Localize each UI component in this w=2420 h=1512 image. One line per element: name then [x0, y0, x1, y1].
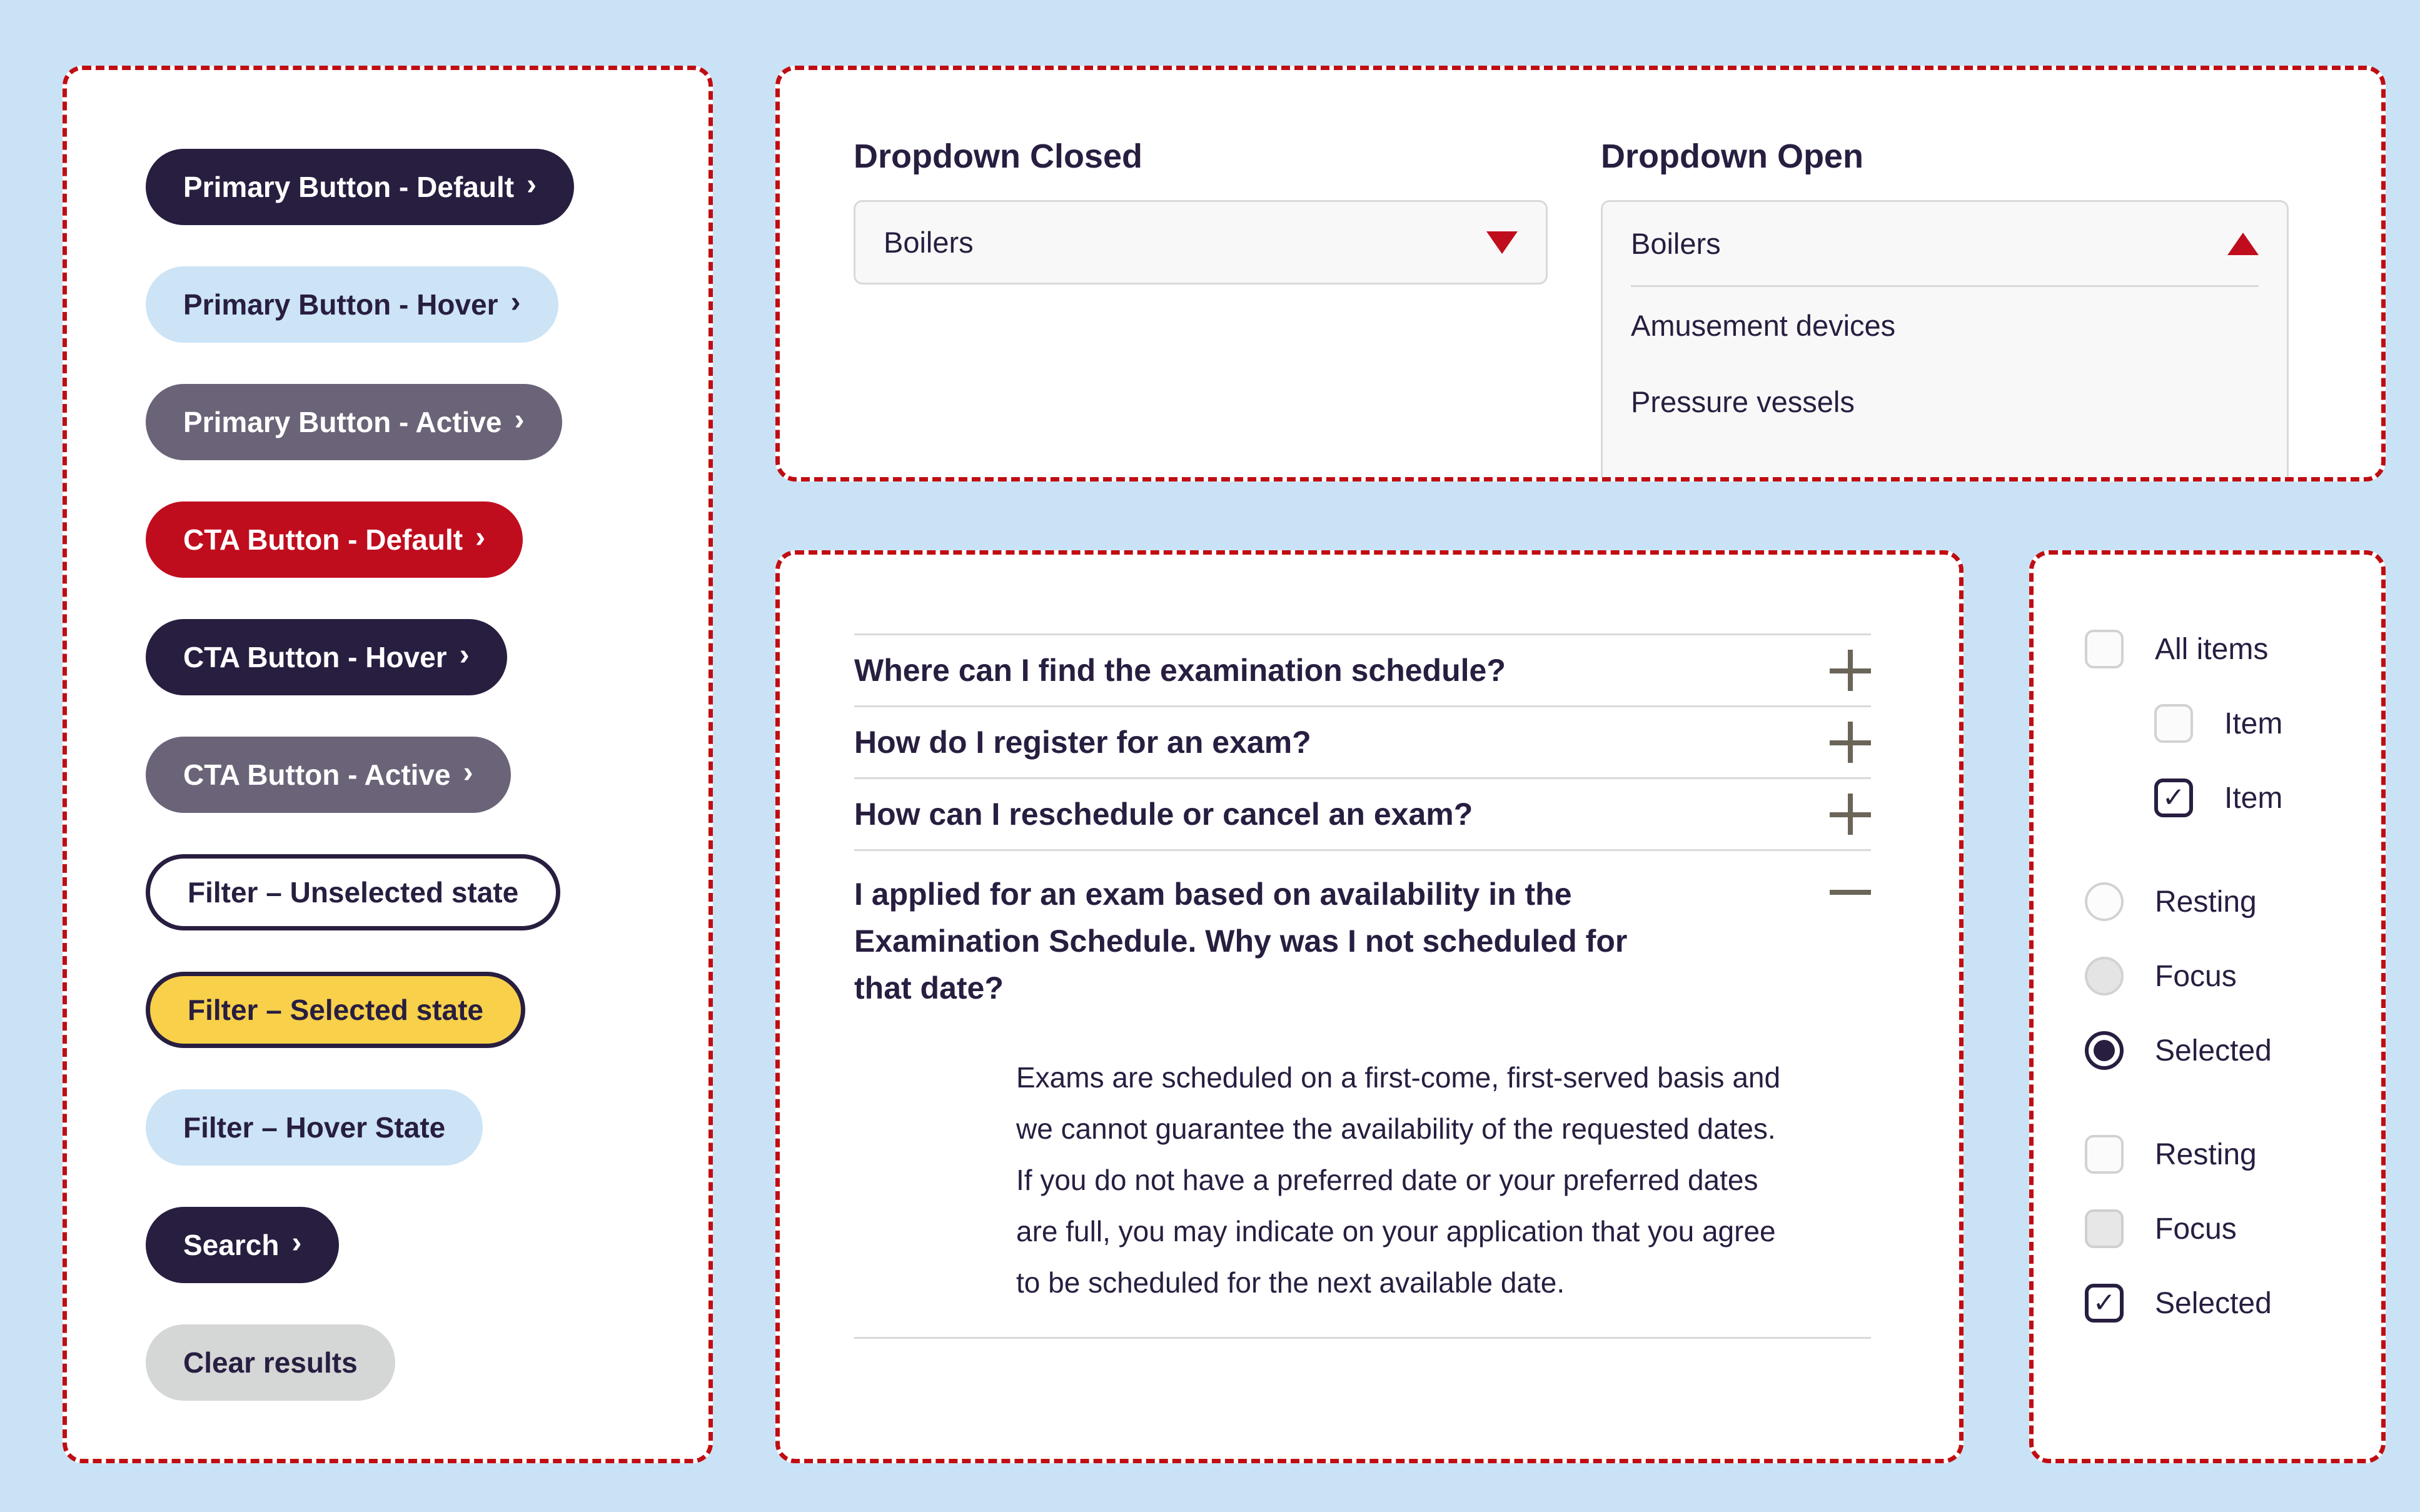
button-label: Filter – Hover State	[183, 1111, 446, 1144]
checkbox-resting[interactable]	[2085, 1135, 2124, 1174]
button-label: Primary Button - Default	[183, 171, 515, 203]
dropdown-open-menu	[1601, 200, 2289, 477]
plus-icon[interactable]	[1830, 650, 1871, 691]
plus-icon[interactable]	[1830, 722, 1871, 763]
faq-question: I applied for an exam based on availability in the Examination Schedule. Why was I not scheduled for that date?	[854, 877, 1628, 1005]
button-label: CTA Button - Hover	[183, 641, 447, 673]
chevron-right-icon: ›	[291, 1226, 302, 1259]
faq-item-collapsed[interactable]	[854, 707, 1871, 777]
button-label: CTA Button - Active	[183, 759, 451, 791]
button-label: Primary Button - Hover	[183, 288, 498, 321]
dropdown-closed-title: Dropdown Closed	[854, 138, 1142, 175]
clear-results-button[interactable]	[146, 1324, 395, 1401]
checkbox-row-selected[interactable]	[2085, 1284, 2381, 1323]
faq-expanded-header[interactable]	[854, 871, 1871, 1012]
checkbox-selected[interactable]	[2085, 1284, 2124, 1323]
faq-divider	[854, 1337, 1871, 1339]
checkbox-row-item[interactable]	[2154, 704, 2381, 743]
button-label: Filter – Selected state	[188, 994, 483, 1026]
faq-item-collapsed[interactable]	[854, 779, 1871, 849]
checkbox-row-all-items[interactable]	[2085, 630, 2381, 668]
cta-button-default[interactable]	[146, 501, 523, 578]
radio-dot	[2094, 1040, 2115, 1061]
chevron-right-icon: ›	[514, 403, 525, 436]
checkmark-icon: ✓	[2162, 782, 2186, 814]
search-button[interactable]	[146, 1207, 339, 1283]
cta-button-active[interactable]	[146, 737, 511, 813]
dropdown-open-select[interactable]	[1603, 202, 2287, 285]
radio-label: Focus	[2155, 959, 2237, 993]
button-label: Filter – Unselected state	[188, 876, 519, 909]
primary-button-default[interactable]	[146, 149, 574, 225]
radio-focus[interactable]	[2085, 957, 2124, 995]
dropdown-open-column	[1601, 70, 2289, 477]
chevron-right-icon: ›	[527, 168, 537, 201]
faq-panel	[775, 550, 1964, 1463]
button-label: Primary Button - Active	[183, 406, 502, 438]
radio-row-focus[interactable]	[2085, 957, 2381, 995]
checkbox-unchecked[interactable]	[2085, 630, 2124, 668]
checkbox-label: Selected	[2155, 1286, 2272, 1320]
primary-button-hover[interactable]	[146, 266, 558, 343]
dropdown-closed-select[interactable]	[854, 200, 1548, 285]
buttons-panel	[63, 66, 713, 1463]
radio-label: Selected	[2155, 1034, 2272, 1067]
filter-button-selected[interactable]	[146, 972, 525, 1048]
checkbox-focus[interactable]	[2085, 1209, 2124, 1248]
chevron-right-icon: ›	[475, 521, 486, 554]
dropdown-open-title: Dropdown Open	[1601, 138, 1863, 175]
faq-answer: Exams are scheduled on a first-come, first-served basis and we cannot guarantee the availability of the requested dates. If you do not have a preferred date or your preferred dates are full, you may indicate on your application that you agree to be scheduled for the next available date.	[1016, 1061, 1781, 1299]
faq-question: How do I register for an exam?	[854, 725, 1311, 760]
button-label: CTA Button - Default	[183, 523, 463, 556]
radio-row-selected[interactable]	[2085, 1031, 2381, 1070]
cta-button-hover[interactable]	[146, 619, 507, 695]
radio-resting[interactable]	[2085, 882, 2124, 921]
dropdowns-panel	[775, 66, 2386, 481]
faq-item-collapsed[interactable]	[854, 635, 1871, 705]
triangle-down-icon	[1486, 231, 1518, 254]
checkbox-label: Resting	[2155, 1137, 2257, 1171]
checkbox-label: Item	[2224, 707, 2283, 740]
button-label: Search	[183, 1229, 280, 1261]
checkbox-row-item[interactable]	[2154, 779, 2381, 817]
selection-controls-panel	[2029, 550, 2386, 1463]
checkbox-row-focus[interactable]	[2085, 1209, 2381, 1248]
checkbox-row-resting[interactable]	[2085, 1135, 2381, 1174]
chevron-right-icon: ›	[463, 756, 473, 789]
radio-selected[interactable]	[2085, 1031, 2124, 1070]
minus-icon[interactable]	[1830, 890, 1871, 895]
checkbox-label: Item	[2224, 781, 2283, 815]
faq-question: How can I reschedule or cancel an exam?	[854, 797, 1473, 832]
checkbox-label: All items	[2155, 632, 2269, 666]
checkbox-unchecked[interactable]	[2154, 704, 2193, 743]
faq-item-expanded	[854, 851, 1871, 1308]
dropdown-option[interactable]: Pressure vessels	[1631, 385, 1855, 418]
plus-icon[interactable]	[1830, 794, 1871, 835]
dropdown-open-value: Boilers	[1631, 227, 1721, 260]
filter-button-hover[interactable]	[146, 1089, 483, 1166]
primary-button-active[interactable]	[146, 384, 562, 460]
radio-row-resting[interactable]	[2085, 882, 2381, 921]
button-label: Clear results	[183, 1346, 358, 1379]
dropdown-closed-column	[854, 70, 1548, 285]
dropdown-closed-value: Boilers	[884, 226, 974, 259]
triangle-up-icon	[2227, 233, 2259, 255]
chevron-right-icon: ›	[459, 638, 470, 672]
chevron-right-icon: ›	[510, 286, 521, 319]
checkbox-checked[interactable]	[2154, 779, 2193, 817]
checkmark-icon: ✓	[2092, 1287, 2116, 1319]
radio-label: Resting	[2155, 885, 2257, 919]
checkbox-label: Focus	[2155, 1212, 2237, 1246]
faq-question: Where can I find the examination schedule?	[854, 653, 1506, 688]
dropdown-option[interactable]: Amusement devices	[1631, 308, 1896, 342]
filter-button-unselected[interactable]	[146, 854, 560, 930]
